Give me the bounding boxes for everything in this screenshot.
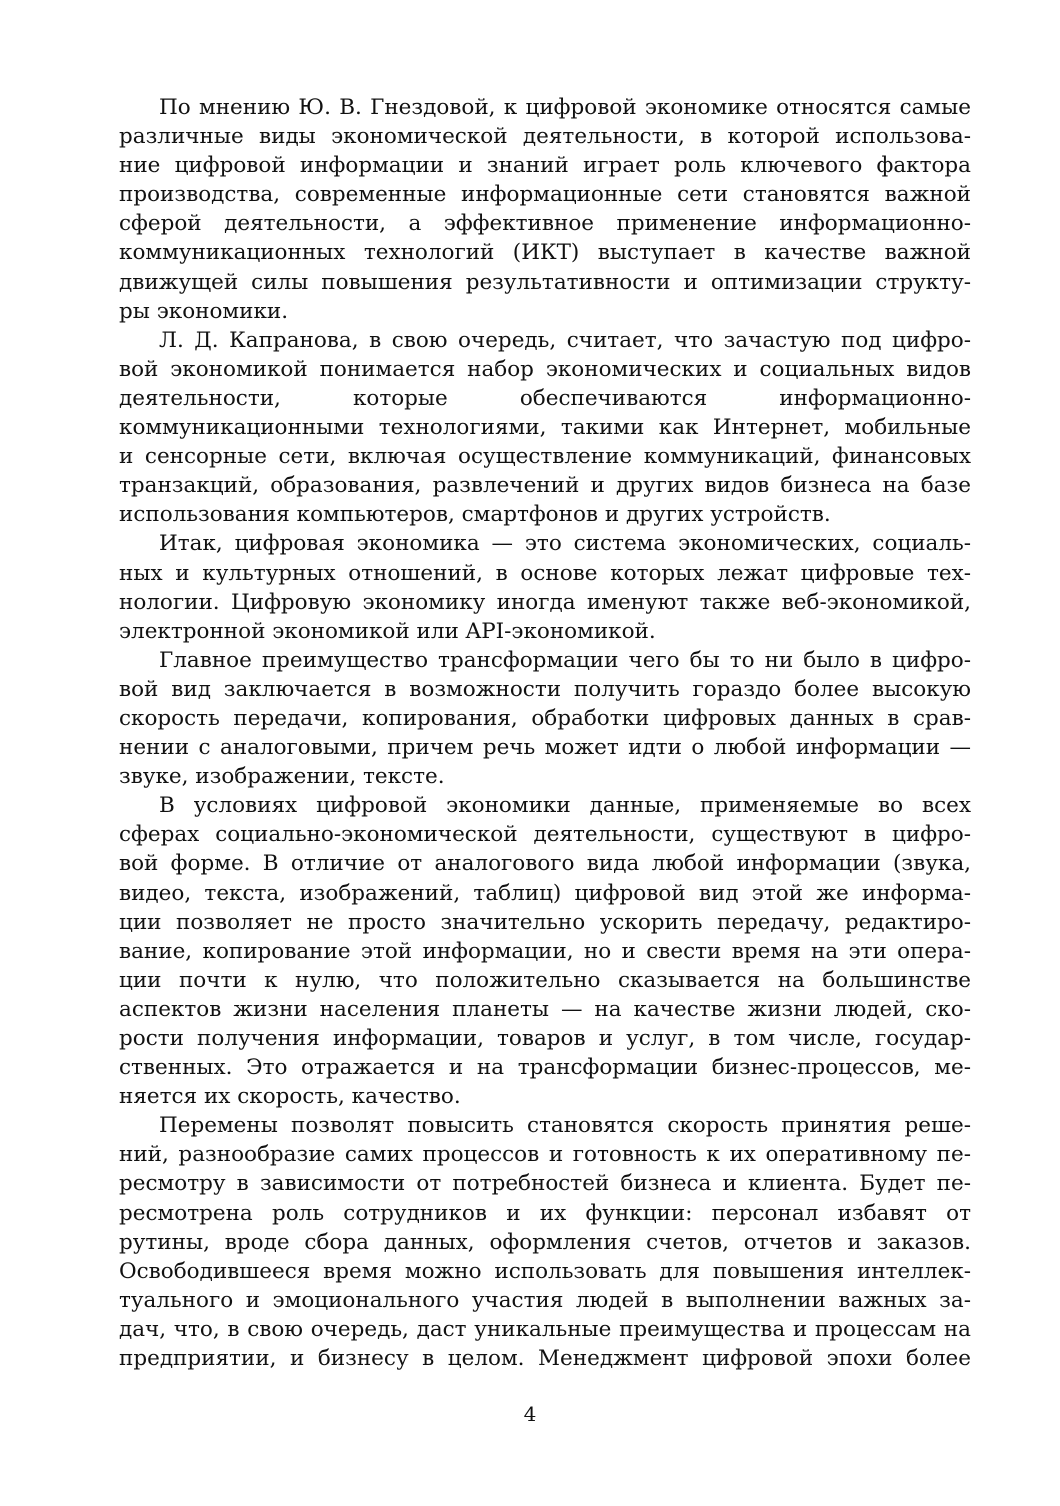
text-line: вой форме. В отличие от аналогового вида любой информации (звука, bbox=[119, 851, 971, 877]
paragraph-1 bbox=[119, 93, 971, 326]
text-line: дач, что, в свою очередь, даст уникальные преимущества и процессам на bbox=[119, 1316, 971, 1342]
text-line: сферах социально-экономической деятельности, существуют в цифро- bbox=[119, 822, 971, 848]
text-line: транзакций, образования, развлечений и других видов бизнеса на базе bbox=[119, 473, 971, 499]
text-line: рутины, вроде сбора данных, оформления счетов, отчетов и заказов. bbox=[119, 1229, 971, 1255]
text-line: туального и эмоционального участия людей в выполнении важных за- bbox=[119, 1287, 971, 1313]
text-line: ции позволяет не просто значительно ускорить передачу, редактиро- bbox=[119, 909, 971, 935]
text-line: ных и культурных отношений, в основе которых лежат цифровые тех- bbox=[119, 560, 971, 586]
text-line: электронной экономикой или API-экономикой. bbox=[119, 618, 656, 644]
text-line: предприятии, и бизнесу в целом. Менеджмент цифровой эпохи более bbox=[119, 1346, 971, 1372]
text-line: В условиях цифровой экономики данные, применяемые во всех bbox=[159, 793, 971, 819]
text-line: ресмотрена роль сотрудников и их функции: персонал избавят от bbox=[119, 1200, 971, 1226]
paragraph-5 bbox=[119, 791, 971, 1111]
text-line: звуке, изображении, тексте. bbox=[119, 764, 445, 790]
text-line: нении с аналоговыми, причем речь может идти о любой информации — bbox=[119, 735, 971, 761]
text-line: Главное преимущество трансформации чего бы то ни было в цифро- bbox=[159, 647, 971, 673]
text-line: Перемены позволят повысить становятся скорость принятия реше- bbox=[159, 1113, 971, 1139]
text-line: движущей силы повышения результативности и оптимизации структу- bbox=[119, 269, 971, 295]
text-line: вой вид заключается в возможности получить гораздо более высокую bbox=[119, 676, 971, 702]
text-line: Освободившееся время можно использовать для повышения интеллек- bbox=[119, 1258, 971, 1284]
text-line: Итак, цифровая экономика — это система экономических, социаль- bbox=[159, 531, 971, 557]
text-line: и сенсорные сети, включая осуществление коммуникаций, финансовых bbox=[119, 444, 971, 470]
text-line: коммуникационными технологиями, такими как Интернет, мобильные bbox=[119, 415, 971, 441]
text-line: сферой деятельности, а эффективное применение информационно- bbox=[119, 211, 971, 237]
text-line: По мнению Ю. В. Гнездовой, к цифровой экономике относятся самые bbox=[159, 95, 971, 120]
text-line: скорость передачи, копирования, обработки цифровых данных в срав- bbox=[119, 705, 971, 731]
text-line: ственных. Это отражается и на трансформации бизнес-процессов, ме- bbox=[119, 1055, 971, 1081]
text-line: няется их скорость, качество. bbox=[119, 1084, 461, 1110]
paragraph-6 bbox=[119, 1111, 971, 1373]
text-line: ние цифровой информации и знаний играет роль ключевого фактора bbox=[119, 153, 971, 179]
text-line: ры экономики. bbox=[119, 298, 289, 324]
text-line: вой экономикой понимается набор экономических и социальных видов bbox=[119, 356, 971, 382]
text-line: Л. Д. Капранова, в свою очередь, считает, что зачастую под цифро- bbox=[159, 327, 971, 353]
paragraph-2 bbox=[119, 326, 971, 530]
text-line: различные виды экономической деятельности, в которой использова- bbox=[119, 124, 971, 150]
paragraph-3 bbox=[119, 529, 971, 645]
text-line: ции почти к нулю, что положительно сказывается на большинстве bbox=[119, 967, 971, 993]
text-line: нологии. Цифровую экономику иногда именуют также веб-экономикой, bbox=[119, 589, 971, 615]
paragraph-4 bbox=[119, 646, 971, 791]
text-line: производства, современные информационные сети становятся важной bbox=[119, 182, 971, 208]
text-line: деятельности, которые обеспечиваются информационно- bbox=[119, 385, 971, 411]
text-line: видео, текста, изображений, таблиц) цифровой вид этой же информа- bbox=[119, 880, 971, 906]
text-line: вание, копирование этой информации, но и свести время на эти опера- bbox=[119, 938, 971, 964]
page-number: 4 bbox=[523, 1402, 537, 1426]
page-body bbox=[119, 93, 971, 1393]
text-line: ресмотру в зависимости от потребностей бизнеса и клиента. Будет пе- bbox=[119, 1171, 971, 1197]
text-line: рости получения информации, товаров и услуг, в том числе, государ- bbox=[119, 1026, 971, 1051]
text-line: коммуникационных технологий (ИКТ) выступает в качестве важной bbox=[119, 240, 971, 266]
text-line: использования компьютеров, смартфонов и других устройств. bbox=[119, 502, 831, 528]
text-line: ний, разнообразие самих процессов и готовность к их оперативному пе- bbox=[119, 1142, 971, 1168]
text-line: аспектов жизни населения планеты — на качестве жизни людей, ско- bbox=[119, 996, 971, 1022]
